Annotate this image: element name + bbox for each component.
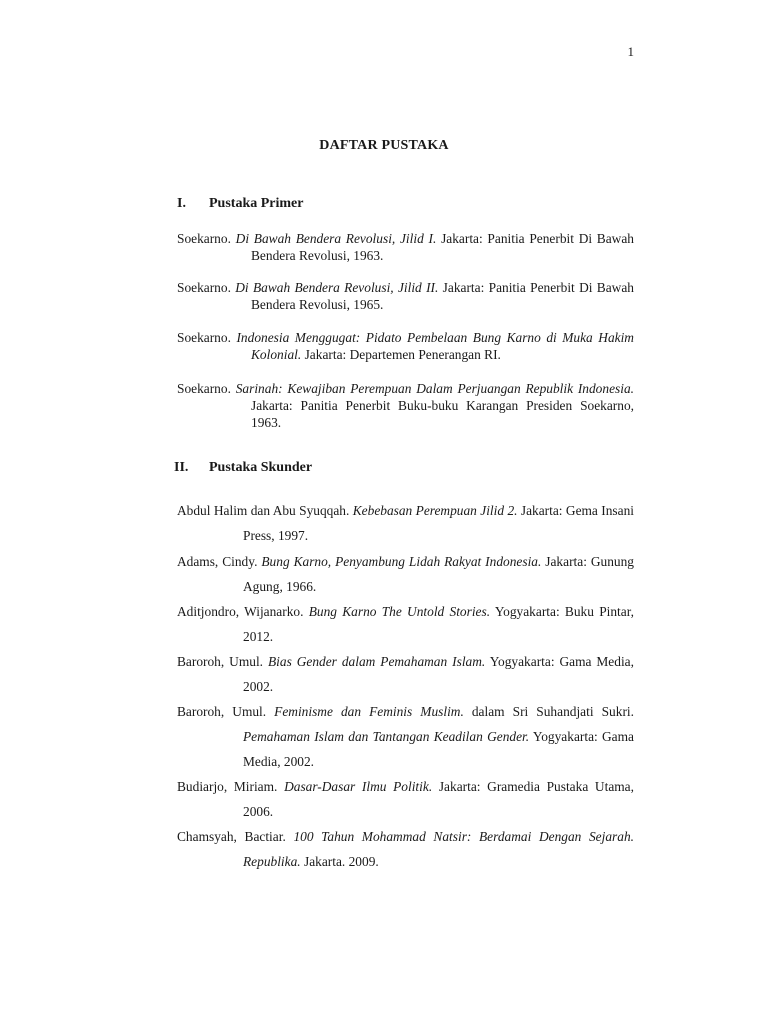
entry-publication: Jakarta: Panitia Penerbit Di Bawah Bendera Revolusi, 1965. [251,280,634,312]
section-number: I. [177,196,186,211]
entry-title: Bung Karno, Penyambung Lidah Rakyat Indonesia. [261,554,542,569]
entry-publication: Jakarta: Departemen Penerangan RI. [304,347,501,362]
entry-author: Soekarno. [177,330,231,345]
entry-title: 100 Tahun Mohammad Natsir: Berdamai Dengan Sejarah. Republika. [243,829,634,869]
entry-publication: Yogyakarta: Gama Media, 2002. [243,654,634,694]
bibliography-entry [177,329,634,363]
section-number: II. [174,460,189,475]
entry-author: Soekarno. [177,381,231,396]
entry-title: Bung Karno The Untold Stories. [308,604,491,619]
entry-publication: dalam Sri Suhandjati Sukri. [471,704,634,719]
entry-title: Dasar-Dasar Ilmu Politik. [284,779,433,794]
entry-author: Soekarno. [177,231,231,246]
bibliography-entry [177,230,634,264]
entry-title: Feminisme dan Feminis Muslim. [274,704,464,719]
section-heading-primary [177,196,303,212]
entry-publication: Yogyakarta: Buku Pintar, 2012. [243,604,634,644]
section-title: Pustaka Skunder [209,460,313,475]
entry-author: Chamsyah, Bactiar. [177,829,286,844]
entry-title: Di Bawah Bendera Revolusi, Jilid I. [235,231,437,246]
entry-author: Soekarno. [177,280,231,295]
entry-author: Budiarjo, Miriam. [177,779,278,794]
bibliography-entry [177,549,634,599]
entry-author: Aditjondro, Wijanarko. [177,604,304,619]
page-number: 1 [627,44,634,59]
bibliography-entry [177,824,634,874]
entry-title: Di Bawah Bendera Revolusi, Jilid II. [235,280,439,295]
entry-publication: Jakarta: Panitia Penerbit Di Bawah Bendera Revolusi, 1963. [251,231,634,263]
entry-author: Baroroh, Umul. [177,654,264,669]
bibliography-entry [177,599,634,649]
section-heading-secondary [174,460,312,476]
entry-author: Baroroh, Umul. [177,704,267,719]
bibliography-entry [177,649,634,699]
entry-publication: Jakarta. 2009. [304,854,379,869]
page-title: DAFTAR PUSTAKA [319,138,449,153]
bibliography-entry [177,279,634,313]
bibliography-entry [177,380,634,431]
bibliography-entry [177,699,634,774]
entry-title: Bias Gender dalam Pemahaman Islam. [267,654,486,669]
entry-publication: Jakarta: Gunung Agung, 1966. [243,554,634,594]
entry-author: Adams, Cindy. [177,554,258,569]
entry-title: Sarinah: Kewajiban Perempuan Dalam Perjuangan Republik Indonesia. [235,381,634,396]
entry-publication-secondary: Yogyakarta: Gama Media, 2002. [243,729,634,769]
entry-title: Indonesia Menggugat: Pidato Pembelaan Bung Karno di Muka Hakim Kolonial. [236,330,634,362]
entry-publication: Jakarta: Gramedia Pustaka Utama, 2006. [243,779,634,819]
bibliography-entry [177,498,634,548]
entry-publication: Jakarta: Gema Insani Press, 1997. [243,503,634,543]
entry-title-secondary: Pemahaman Islam dan Tantangan Keadilan Gender. [243,729,530,744]
entry-title: Kebebasan Perempuan Jilid 2. [352,503,518,518]
entry-author: Abdul Halim dan Abu Syuqqah. [177,503,350,518]
bibliography-entry [177,774,634,824]
section-title: Pustaka Primer [209,196,304,211]
entry-publication: Jakarta: Panitia Penerbit Buku-buku Karangan Presiden Soekarno, 1963. [251,398,634,430]
